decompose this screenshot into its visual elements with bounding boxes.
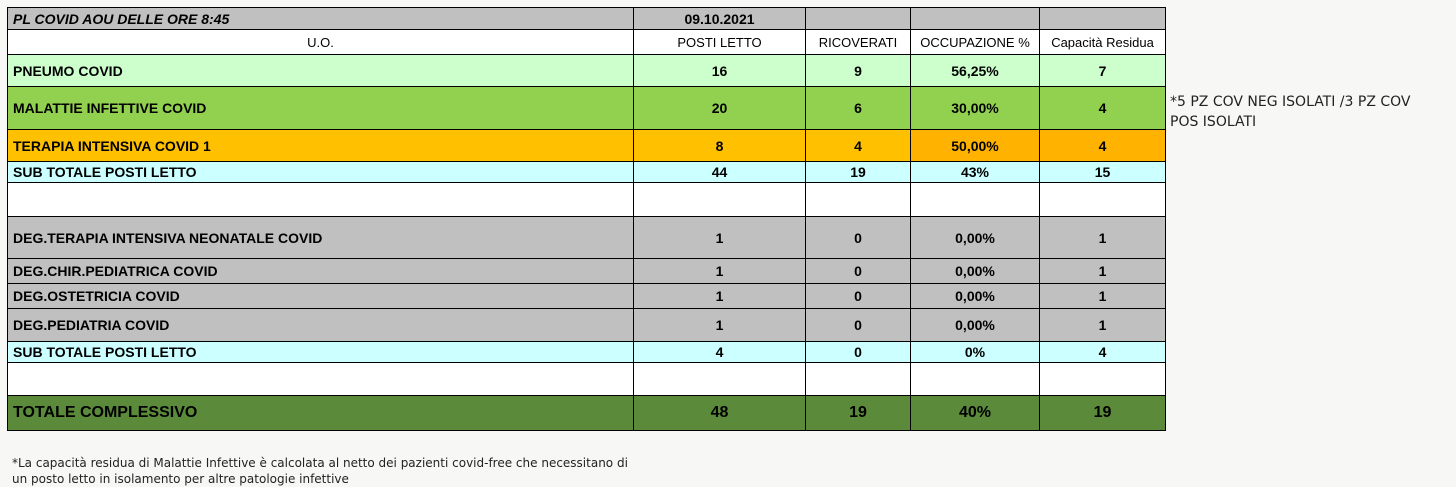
- blank-row: [8, 363, 1166, 396]
- row-posti: 4: [634, 342, 806, 363]
- table-row: [8, 217, 1166, 259]
- blank-cell: [634, 363, 806, 396]
- subtotal-row: [8, 342, 1166, 363]
- foot-note: *La capacità residua di Malattie Infettive è calcolata al netto dei pazienti covid-free che necessitano di un posto letto in isolamento per altre patologie infettive: [12, 456, 628, 486]
- table-row: [8, 87, 1166, 130]
- row-occupazione: 30,00%: [911, 87, 1040, 130]
- row-capacita: 19: [1040, 396, 1166, 431]
- blank-cell: [634, 183, 806, 217]
- report-date: 09.10.2021: [634, 8, 806, 30]
- row-occupazione: 43%: [911, 162, 1040, 183]
- blank-cell: [8, 183, 634, 217]
- row-occupazione: 56,25%: [911, 55, 1040, 87]
- row-label: SUB TOTALE POSTI LETTO: [8, 342, 634, 363]
- side-note: *5 PZ COV NEG ISOLATI /3 PZ COV POS ISOLATI: [1170, 94, 1411, 130]
- row-posti: 16: [634, 55, 806, 87]
- row-occupazione: 0%: [911, 342, 1040, 363]
- row-label: DEG.OSTETRICIA COVID: [8, 284, 634, 309]
- row-posti: 1: [634, 309, 806, 342]
- row-label: TOTALE COMPLESSIVO: [8, 396, 634, 431]
- row-capacita: 4: [1040, 130, 1166, 162]
- row-label: DEG.TERAPIA INTENSIVA NEONATALE COVID: [8, 217, 634, 259]
- row-posti: 8: [634, 130, 806, 162]
- row-posti: 44: [634, 162, 806, 183]
- row-ricoverati: 0: [806, 309, 911, 342]
- header-empty-cell: [1040, 8, 1166, 30]
- row-occupazione: 40%: [911, 396, 1040, 431]
- row-ricoverati: 6: [806, 87, 911, 130]
- col-header-capacita: Capacità Residua: [1040, 30, 1166, 55]
- row-occupazione: 0,00%: [911, 259, 1040, 284]
- blank-row: [8, 183, 1166, 217]
- blank-cell: [806, 183, 911, 217]
- row-ricoverati: 4: [806, 130, 911, 162]
- blank-cell: [1040, 363, 1166, 396]
- col-header-ricoverati: RICOVERATI: [806, 30, 911, 55]
- row-occupazione: 50,00%: [911, 130, 1040, 162]
- row-ricoverati: 0: [806, 217, 911, 259]
- table-row: [8, 309, 1166, 342]
- row-ricoverati: 0: [806, 342, 911, 363]
- row-capacita: 7: [1040, 55, 1166, 87]
- row-capacita: 1: [1040, 284, 1166, 309]
- row-capacita: 1: [1040, 217, 1166, 259]
- row-capacita: 4: [1040, 87, 1166, 130]
- table-row: [8, 284, 1166, 309]
- column-header-row: [8, 30, 1166, 55]
- col-header-posti-letto: POSTI LETTO: [634, 30, 806, 55]
- blank-cell: [1040, 183, 1166, 217]
- covid-beds-table: [7, 7, 1166, 431]
- header-empty-cell: [806, 8, 911, 30]
- row-occupazione: 0,00%: [911, 309, 1040, 342]
- row-label: TERAPIA INTENSIVA COVID 1: [8, 130, 634, 162]
- row-ricoverati: 0: [806, 284, 911, 309]
- row-occupazione: 0,00%: [911, 217, 1040, 259]
- row-ricoverati: 19: [806, 162, 911, 183]
- col-header-uo: U.O.: [8, 30, 634, 55]
- blank-cell: [911, 363, 1040, 396]
- table-row: [8, 130, 1166, 162]
- row-label: PNEUMO COVID: [8, 55, 634, 87]
- table-row: [8, 55, 1166, 87]
- row-label: MALATTIE INFETTIVE COVID: [8, 87, 634, 130]
- row-ricoverati: 19: [806, 396, 911, 431]
- row-posti: 1: [634, 284, 806, 309]
- report-title: PL COVID AOU DELLE ORE 8:45: [8, 8, 634, 30]
- row-posti: 20: [634, 87, 806, 130]
- row-occupazione: 0,00%: [911, 284, 1040, 309]
- total-row: [8, 396, 1166, 431]
- row-posti: 1: [634, 259, 806, 284]
- row-capacita: 1: [1040, 309, 1166, 342]
- row-ricoverati: 0: [806, 259, 911, 284]
- row-capacita: 4: [1040, 342, 1166, 363]
- table-row: [8, 259, 1166, 284]
- blank-cell: [806, 363, 911, 396]
- row-posti: 1: [634, 217, 806, 259]
- row-posti: 48: [634, 396, 806, 431]
- header-row: [8, 8, 1166, 30]
- row-label: SUB TOTALE POSTI LETTO: [8, 162, 634, 183]
- row-capacita: 15: [1040, 162, 1166, 183]
- blank-cell: [911, 183, 1040, 217]
- row-ricoverati: 9: [806, 55, 911, 87]
- header-empty-cell: [911, 8, 1040, 30]
- row-capacita: 1: [1040, 259, 1166, 284]
- subtotal-row: [8, 162, 1166, 183]
- row-label: DEG.PEDIATRIA COVID: [8, 309, 634, 342]
- blank-cell: [8, 363, 634, 396]
- row-label: DEG.CHIR.PEDIATRICA COVID: [8, 259, 634, 284]
- col-header-occupazione: OCCUPAZIONE %: [911, 30, 1040, 55]
